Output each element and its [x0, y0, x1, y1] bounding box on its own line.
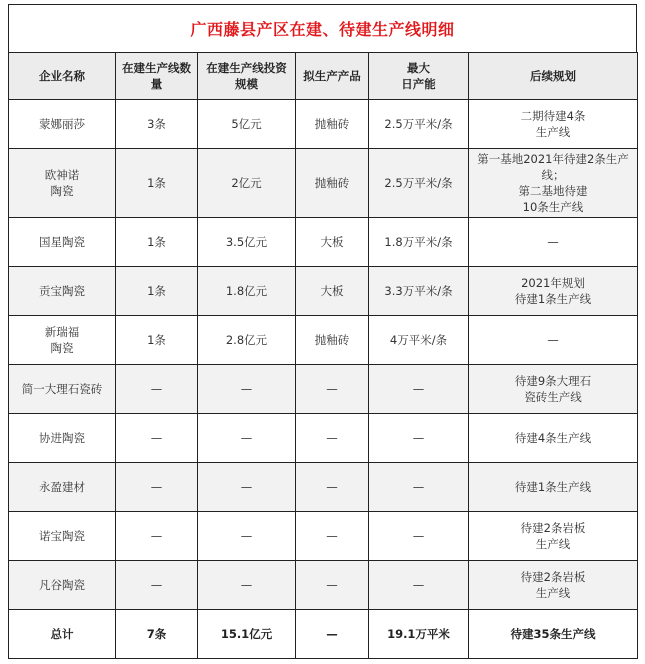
- table-row: [9, 316, 638, 365]
- cell-product: —: [296, 512, 369, 561]
- table-row: [9, 414, 638, 463]
- cell-plan: 待建1条生产线: [469, 463, 638, 512]
- cell-capacity: 2.5万平米/条: [369, 149, 469, 218]
- cell-product: 大板: [296, 267, 369, 316]
- cell-product: —: [296, 561, 369, 610]
- cell-company: 诺宝陶瓷: [9, 512, 116, 561]
- cell-investment: —: [198, 463, 296, 512]
- cell-plan: 二期待建4条 生产线: [469, 100, 638, 149]
- cell-company: 新瑞福 陶瓷: [9, 316, 116, 365]
- cell-investment: 3.5亿元: [198, 218, 296, 267]
- cell-lines: 3条: [116, 100, 198, 149]
- total-company: 总计: [9, 610, 116, 659]
- cell-plan: 待建2条岩板 生产线: [469, 561, 638, 610]
- cell-product: —: [296, 365, 369, 414]
- cell-lines: 1条: [116, 149, 198, 218]
- table-row: [9, 267, 638, 316]
- total-row: [9, 610, 638, 659]
- cell-product: —: [296, 463, 369, 512]
- cell-lines: —: [116, 463, 198, 512]
- cell-investment: 5亿元: [198, 100, 296, 149]
- table-row: [9, 561, 638, 610]
- data-table: [8, 52, 638, 659]
- cell-plan: 待建4条生产线: [469, 414, 638, 463]
- total-capacity: 19.1万平米: [369, 610, 469, 659]
- cell-company: 欧神诺 陶瓷: [9, 149, 116, 218]
- cell-investment: —: [198, 365, 296, 414]
- cell-investment: —: [198, 414, 296, 463]
- cell-lines: 1条: [116, 316, 198, 365]
- cell-lines: 1条: [116, 218, 198, 267]
- total-plan: 待建35条生产线: [469, 610, 638, 659]
- cell-plan: 待建2条岩板 生产线: [469, 512, 638, 561]
- cell-lines: —: [116, 414, 198, 463]
- cell-capacity: —: [369, 463, 469, 512]
- header-plan: 后续规划: [469, 53, 638, 100]
- table-row: [9, 463, 638, 512]
- cell-company: 凡谷陶瓷: [9, 561, 116, 610]
- header-lines: 在建生产线数量: [116, 53, 198, 100]
- cell-plan: 第一基地2021年待建2条生产线； 第二基地待建 10条生产线: [469, 149, 638, 218]
- cell-capacity: 4万平米/条: [369, 316, 469, 365]
- cell-lines: —: [116, 561, 198, 610]
- cell-company: 贡宝陶瓷: [9, 267, 116, 316]
- cell-company: 永盈建材: [9, 463, 116, 512]
- table-row: [9, 365, 638, 414]
- cell-investment: 2.8亿元: [198, 316, 296, 365]
- cell-investment: 2亿元: [198, 149, 296, 218]
- cell-product: —: [296, 414, 369, 463]
- cell-company: 简一大理石瓷砖: [9, 365, 116, 414]
- cell-lines: —: [116, 512, 198, 561]
- cell-capacity: 2.5万平米/条: [369, 100, 469, 149]
- cell-company: 协进陶瓷: [9, 414, 116, 463]
- header-product: 拟生产产品: [296, 53, 369, 100]
- header-company: 企业名称: [9, 53, 116, 100]
- cell-investment: 1.8亿元: [198, 267, 296, 316]
- cell-lines: —: [116, 365, 198, 414]
- header-row: [9, 53, 638, 100]
- cell-capacity: 3.3万平米/条: [369, 267, 469, 316]
- cell-capacity: —: [369, 365, 469, 414]
- cell-capacity: —: [369, 561, 469, 610]
- header-investment: 在建生产线投资规模: [198, 53, 296, 100]
- cell-capacity: 1.8万平米/条: [369, 218, 469, 267]
- cell-plan: —: [469, 218, 638, 267]
- cell-product: 抛釉砖: [296, 316, 369, 365]
- table-row: [9, 218, 638, 267]
- cell-capacity: —: [369, 414, 469, 463]
- total-lines: 7条: [116, 610, 198, 659]
- cell-product: 抛釉砖: [296, 149, 369, 218]
- table-title: 广西藤县产区在建、待建生产线明细: [8, 4, 637, 52]
- header-capacity: 最大 日产能: [369, 53, 469, 100]
- cell-company: 蒙娜丽莎: [9, 100, 116, 149]
- cell-product: 抛釉砖: [296, 100, 369, 149]
- cell-investment: —: [198, 561, 296, 610]
- table-row: [9, 149, 638, 218]
- total-product: —: [296, 610, 369, 659]
- cell-capacity: —: [369, 512, 469, 561]
- cell-plan: 2021年规划 待建1条生产线: [469, 267, 638, 316]
- cell-company: 国星陶瓷: [9, 218, 116, 267]
- table-row: [9, 512, 638, 561]
- cell-investment: —: [198, 512, 296, 561]
- cell-product: 大板: [296, 218, 369, 267]
- cell-plan: —: [469, 316, 638, 365]
- cell-plan: 待建9条大理石 瓷砖生产线: [469, 365, 638, 414]
- cell-lines: 1条: [116, 267, 198, 316]
- total-investment: 15.1亿元: [198, 610, 296, 659]
- table-container: [8, 4, 637, 659]
- table-row: [9, 100, 638, 149]
